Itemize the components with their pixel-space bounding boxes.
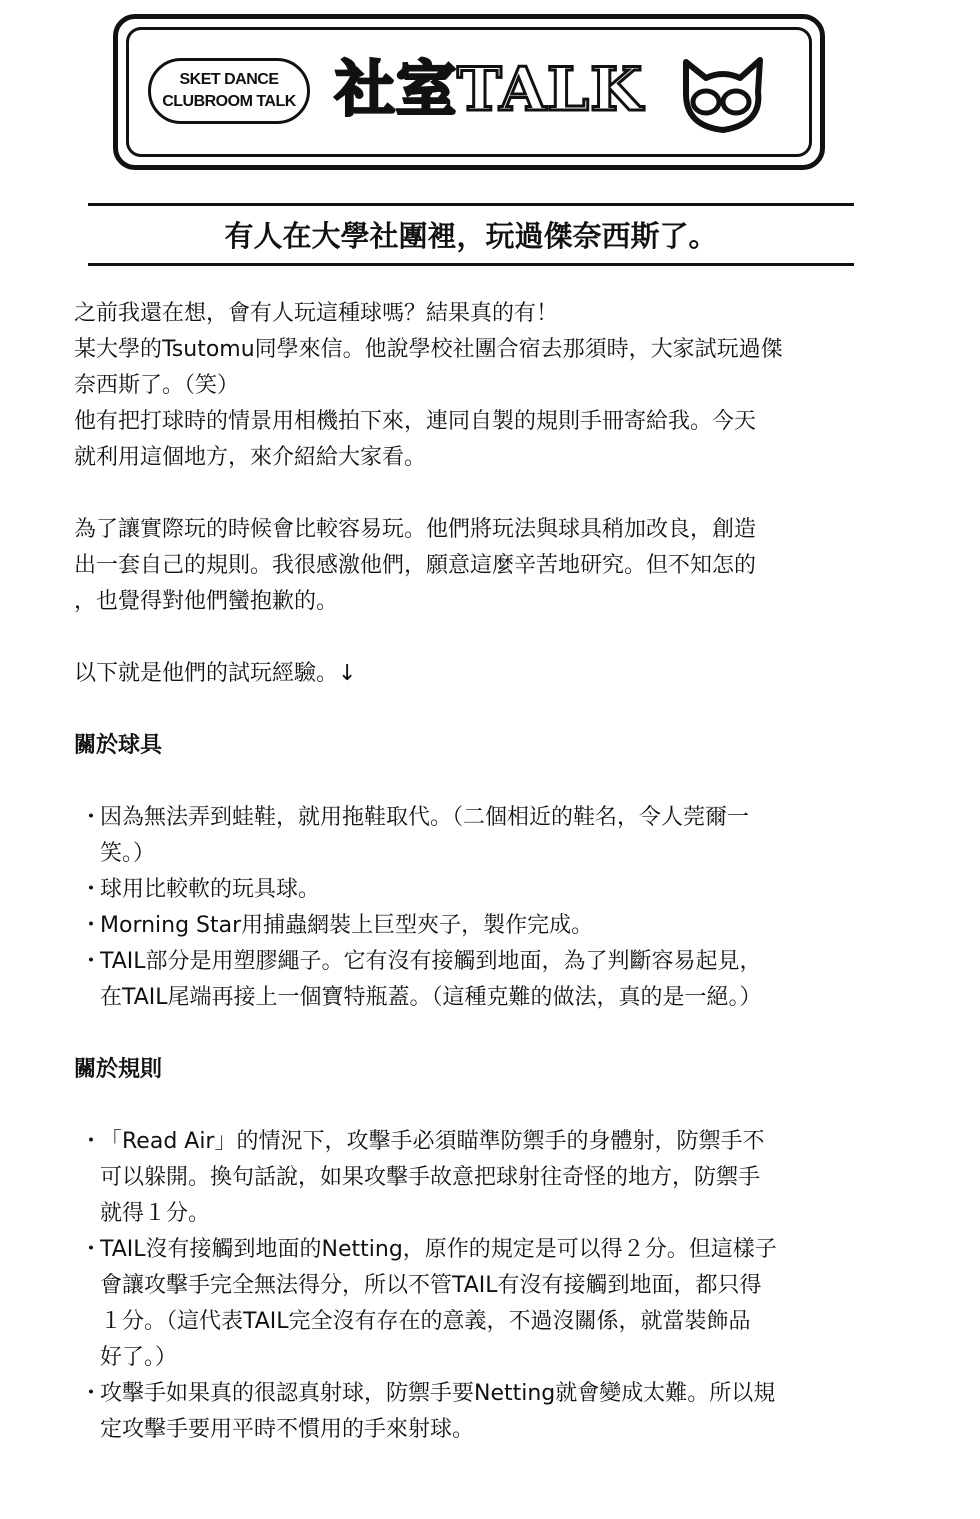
text-line: 出一套自己的規則。我很感激他們，願意這麼辛苦地研究。但不知怎的 (74, 553, 757, 578)
article-body (74, 296, 904, 1448)
cat-with-glasses-icon (676, 52, 770, 136)
text-line: 之前我還在想，會有人玩這種球嗎？結果真的有！ (74, 301, 559, 326)
section-heading-equipment: 關於球具 (74, 733, 163, 758)
clubroom-talk-badge (148, 58, 310, 124)
intro-paragraph-3 (74, 656, 904, 692)
text-line: 會讓攻擊手完全無法得分，所以不管TAIL有沒有接觸到地面，都只得 (100, 1273, 762, 1298)
section-heading-rules: 關於規則 (74, 1057, 163, 1082)
text-line: １分。（這代表TAIL完全沒有存在的意義，不過沒關係，就當裝飾品 (100, 1309, 751, 1334)
text-line: ，也覺得對他們蠻抱歉的。 (74, 589, 339, 614)
badge-line-2: CLUBROOM TALK (162, 93, 296, 110)
text-line: 笑。） (100, 841, 156, 866)
intro-paragraph-2 (74, 512, 904, 620)
text-line: TAIL部分是用塑膠繩子。它有沒有接觸到地面，為了判斷容易起見， (100, 949, 762, 974)
text-line: 好了。） (100, 1345, 178, 1370)
bullet-mark: ・ (80, 1381, 103, 1406)
list-item (74, 908, 904, 944)
text-line: 就利用這個地方，來介紹給大家看。 (74, 445, 427, 470)
list-item (74, 872, 904, 908)
bullet-mark: ・ (80, 805, 103, 830)
text-line: 他有把打球時的情景用相機拍下來，連同自製的規則手冊寄給我。今天 (74, 409, 757, 434)
text-line: 攻擊手如果真的很認真射球，防禦手要Netting就會變成太難。所以規 (100, 1381, 776, 1406)
bullet-mark: ・ (80, 913, 103, 938)
headline: 有人在大學社團裡，玩過傑奈西斯了。 (224, 219, 718, 253)
list-item (74, 1232, 904, 1376)
list-item (74, 1376, 904, 1448)
text-line: 某大學的Tsutomu同學來信。他說學校社團合宿去那須時，大家試玩過傑 (74, 337, 783, 362)
text-line: 在TAIL尾端再接上一個寶特瓶蓋。（這種克難的做法，真的是一絕。） (100, 985, 762, 1010)
bullet-mark: ・ (80, 877, 103, 902)
list-item (74, 1124, 904, 1232)
text-line: Morning Star用捕蟲網裝上巨型夾子，製作完成。 (100, 913, 594, 938)
text-line: TAIL沒有接觸到地面的Netting，原作的規定是可以得２分。但這樣子 (100, 1237, 777, 1262)
text-line: 「Read Air」的情況下，攻擊手必須瞄準防禦手的身體射，防禦手不 (100, 1129, 765, 1154)
headline-top-rule (88, 203, 854, 206)
text-line: 可以躲開。換句話說，如果攻擊手故意把球射往奇怪的地方，防禦手 (100, 1165, 761, 1190)
text-line: 奈西斯了。（笑） (74, 373, 240, 398)
text-line: 因為無法弄到蛙鞋，就用拖鞋取代。（二個相近的鞋名，令人莞爾一 (100, 805, 750, 830)
equipment-list (74, 800, 904, 1016)
bullet-mark: ・ (80, 1129, 103, 1154)
text-line: 為了讓實際玩的時候會比較容易玩。他們將玩法與球具稍加改良，創造 (74, 517, 757, 542)
text-line: 以下就是他們的試玩經驗。↓ (74, 661, 357, 686)
badge-line-1: SKET DANCE (179, 71, 279, 88)
rules-list (74, 1124, 904, 1448)
bullet-mark: ・ (80, 1237, 103, 1262)
text-line: 定攻擊手要用平時不慣用的手來射球。 (100, 1417, 475, 1442)
list-item (74, 800, 904, 872)
headline-bottom-rule (88, 263, 854, 266)
text-line: 球用比較軟的玩具球。 (100, 877, 321, 902)
text-line: 就得１分。 (100, 1201, 211, 1226)
bullet-mark: ・ (80, 949, 103, 974)
intro-paragraph-1 (74, 296, 904, 476)
list-item (74, 944, 904, 1016)
header-title: 社室TALK (335, 55, 644, 125)
